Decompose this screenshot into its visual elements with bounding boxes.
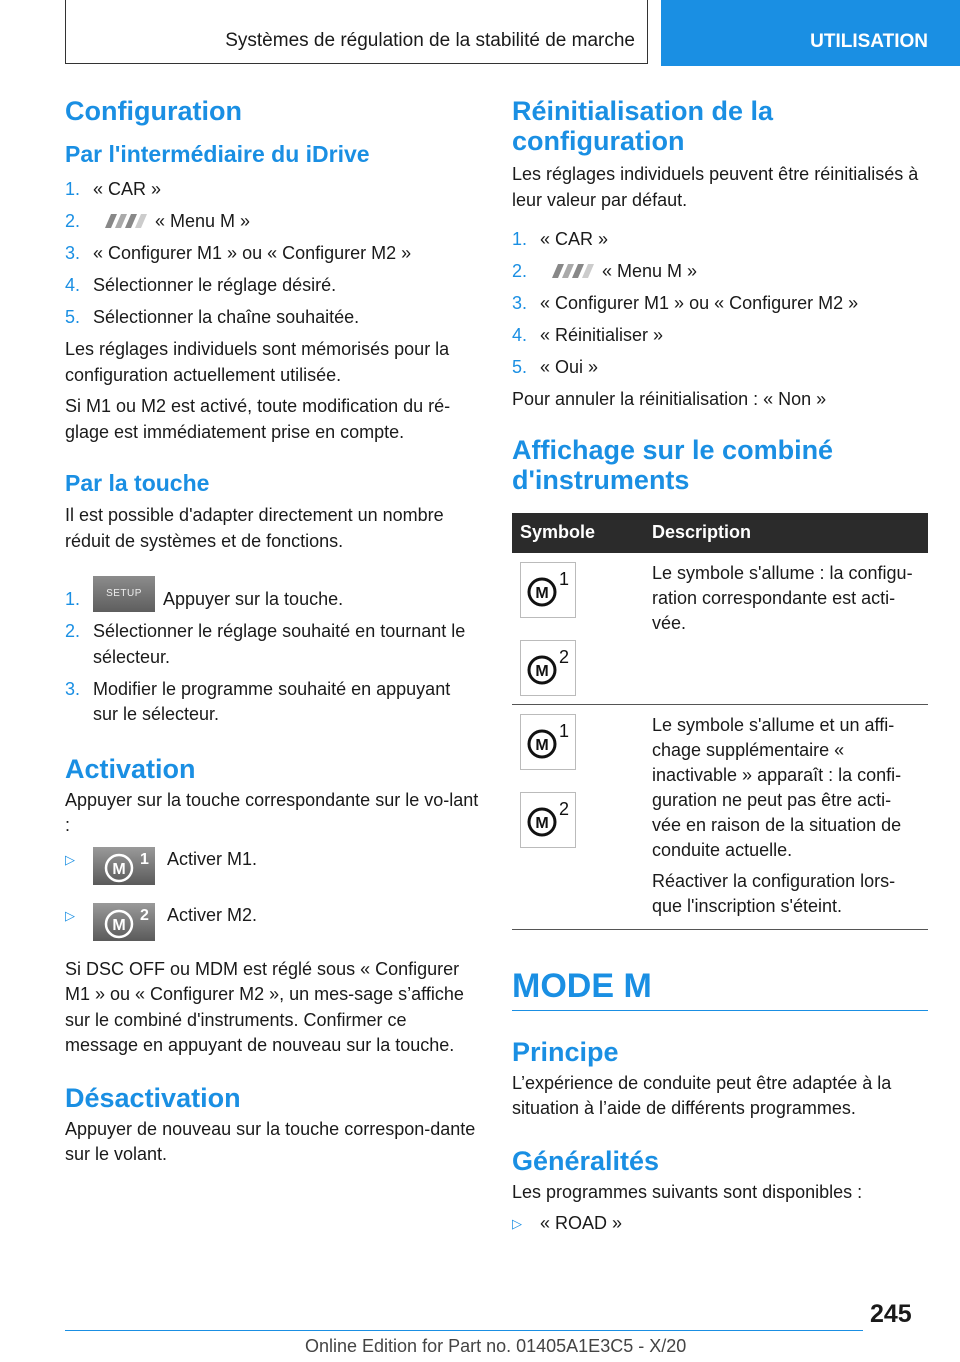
paragraph: Si M1 ou M2 est activé, toute modification du ré-glage est immédiatement prise en compte. <box>65 396 451 442</box>
right-column <box>512 96 928 1237</box>
paragraph: Il est possible d'adapter directement un nombre réduit de systèmes et de fonctions. <box>65 505 444 551</box>
idrive-steps <box>65 177 480 331</box>
symbol-table <box>512 513 928 930</box>
reset-heading: Réinitialisation de la configuration <box>512 96 774 156</box>
edition-text: Online Edition for Part no. 01405A1E3C5 - X/20 <box>305 1336 687 1356</box>
svg-text:1: 1 <box>140 850 149 868</box>
list-item: 1. « CAR » <box>65 179 162 199</box>
table-header-row <box>512 513 928 553</box>
page-header <box>0 0 960 66</box>
mode-m-heading: MODE M <box>512 966 928 1011</box>
m1-indicator-icon <box>520 714 576 770</box>
list-item: ▷ M 1 Activer M1. <box>65 847 480 895</box>
chapter-tab[interactable]: UTILISATION <box>661 0 960 66</box>
table-row <box>512 704 928 929</box>
configuration-heading: Configuration <box>65 96 242 126</box>
list-item: 3. Modifier le programme souhaité en appuyant sur le sélecteur. <box>65 678 451 724</box>
table-header-symbol: Symbole <box>512 513 644 553</box>
svg-text:1: 1 <box>559 720 570 741</box>
m2-indicator-icon <box>520 640 576 696</box>
description-cell: Le symbole s'allume : la configu-ration correspondante est acti-vée. <box>644 553 928 705</box>
activation-list <box>65 847 480 951</box>
list-item: 3. « Configurer M1 » ou « Configurer M2 » <box>65 243 412 263</box>
list-item: 5. Sélectionner la chaîne souhaitée. <box>65 307 360 327</box>
m2-button-icon <box>93 903 155 941</box>
symbol-cell <box>512 553 644 705</box>
triangle-bullet-icon: ▷ <box>65 851 75 867</box>
svg-text:2: 2 <box>140 906 149 924</box>
page-number: 245 <box>870 1300 912 1328</box>
activation-heading: Activation <box>65 753 196 784</box>
paragraph: Les réglages individuels peuvent être réinitialisés à leur valeur par défaut. <box>512 164 919 210</box>
list-item: ▷ « ROAD » <box>512 1211 928 1237</box>
m2-indicator-icon <box>520 792 576 848</box>
list-item: 2. « Menu M » <box>65 211 251 231</box>
list-item: 2. Sélectionner le réglage souhaité en tournant le sélecteur. <box>65 621 466 667</box>
symbol-cell <box>512 704 644 929</box>
m-menu-stripes-icon <box>548 264 596 278</box>
paragraph: L’expérience de conduite peut être adaptée à la situation à l’aide de différents programmes. <box>512 1072 892 1118</box>
touche-heading: Par la touche <box>65 470 210 496</box>
triangle-bullet-icon: ▷ <box>65 907 75 923</box>
programs-list <box>512 1211 928 1237</box>
paragraph: Les programmes suivants sont disponibles : <box>512 1181 863 1202</box>
m1-button-icon <box>93 847 155 885</box>
display-heading: Affichage sur le combiné d'instruments <box>512 434 834 495</box>
svg-text:2: 2 <box>559 646 570 667</box>
svg-text:M: M <box>112 916 126 934</box>
touche-steps <box>65 587 480 728</box>
footer-divider <box>65 1330 863 1331</box>
paragraph: Pour annuler la réinitialisation : « Non » <box>512 389 827 409</box>
list-item: 1. SETUP Appuyer sur la touche. <box>65 587 480 613</box>
list-item: 1. « CAR » <box>512 229 609 249</box>
list-item: 5. « Oui » <box>512 357 599 377</box>
deactivation-heading: Désactivation <box>65 1082 241 1113</box>
svg-text:M: M <box>535 814 549 832</box>
svg-text:2: 2 <box>559 798 570 819</box>
paragraph: Appuyer de nouveau sur la touche correspon-dante sur le volant. <box>65 1118 476 1164</box>
svg-text:M: M <box>535 662 549 680</box>
idrive-heading: Par l'intermédiaire du iDrive <box>65 141 370 167</box>
triangle-bullet-icon: ▷ <box>512 1216 522 1231</box>
svg-text:1: 1 <box>559 568 570 589</box>
principe-heading: Principe <box>512 1036 619 1067</box>
m-menu-stripes-icon <box>101 214 149 228</box>
generalites-heading: Généralités <box>512 1145 660 1176</box>
svg-text:M: M <box>112 860 126 878</box>
paragraph: Appuyer sur la touche correspondante sur le vo-lant : <box>65 789 479 835</box>
reset-steps <box>512 227 928 381</box>
table-header-description: Description <box>644 513 928 553</box>
paragraph: Les réglages individuels sont mémorisés pour la configuration actuellement utilisée. <box>65 339 450 385</box>
setup-button-icon: SETUP <box>93 576 155 612</box>
section-title: Systèmes de régulation de la stabilité de marche <box>65 0 648 64</box>
paragraph: Si DSC OFF ou MDM est réglé sous « Configurer M1 » ou « Configurer M2 », un mes-sage s’affiche sur le combiné d'instruments. Confirmer ce message en appuyant de nouveau sur la touche. <box>65 958 464 1055</box>
description-cell: Le symbole s'allume et un affi-chage supplémentaire « inactivable » apparaît : la confi-guration ne peut pas être acti-vée en raison de la situation de conduite actuelle. Réactiver la configuration lors-que l'inscription s'éteint. <box>644 704 928 929</box>
m1-indicator-icon <box>520 562 576 618</box>
list-item: 2. « Menu M » <box>512 261 698 281</box>
left-column <box>65 96 480 1168</box>
list-item: ▷ M 2 Activer M2. <box>65 903 480 951</box>
table-row <box>512 553 928 705</box>
list-item: 3. « Configurer M1 » ou « Configurer M2 » <box>512 293 859 313</box>
svg-text:M: M <box>535 584 549 602</box>
list-item: 4. Sélectionner le réglage désiré. <box>65 275 337 295</box>
list-item: 4. « Réinitialiser » <box>512 325 664 345</box>
svg-text:M: M <box>535 736 549 754</box>
